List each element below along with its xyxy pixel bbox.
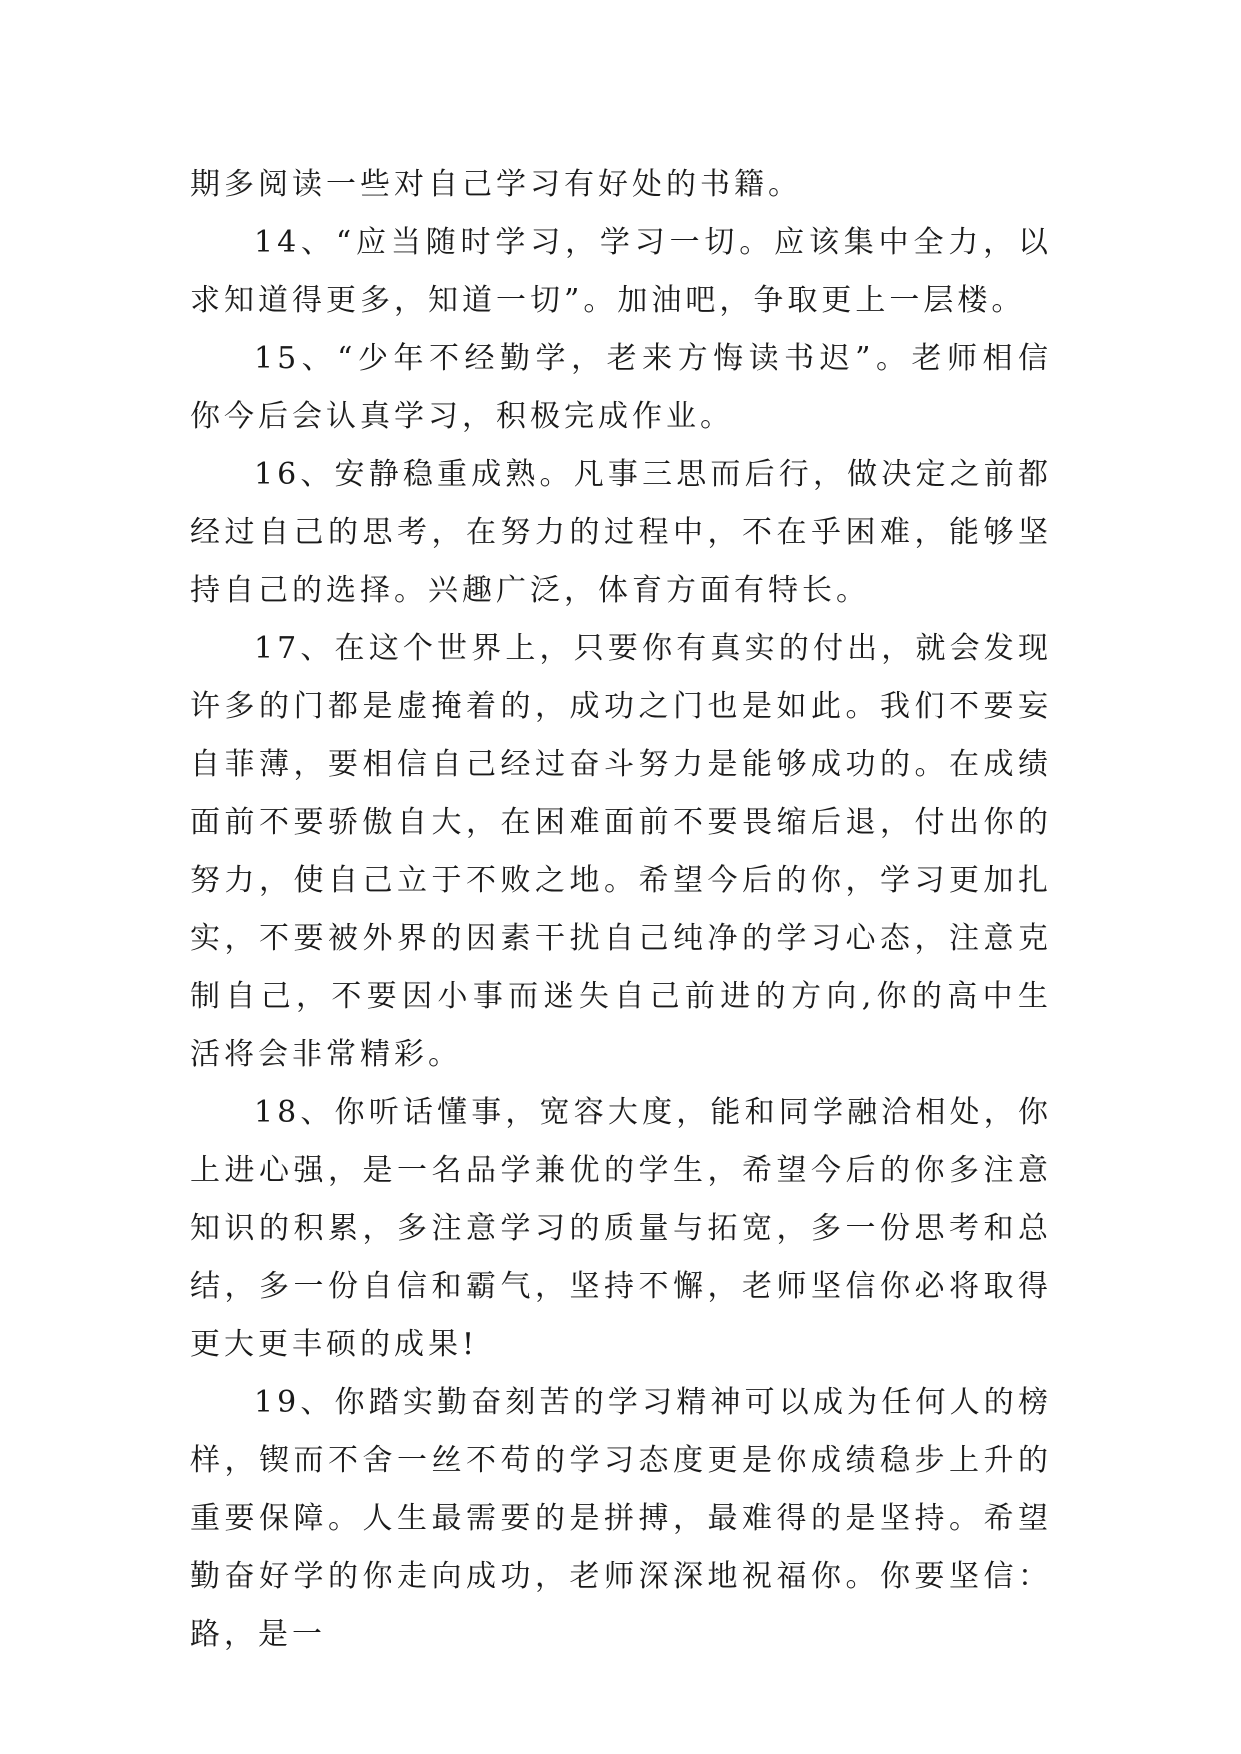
document-body: [190, 156, 1052, 1664]
paragraph-item-14: 14、“应当随时学习，学习一切。应该集中全力，以求知道得更多，知道一切”。加油吧，争取更上一层楼。: [190, 225, 1052, 318]
paragraph-item-15: 15、“少年不经勤学，老来方悔读书迟”。老师相信你今后会认真学习，积极完成作业。: [190, 341, 1052, 434]
paragraph-item-17: 17、在这个世界上，只要你有真实的付出，就会发现许多的门都是虚掩着的，成功之门也是如此。我们不要妄自菲薄，要相信自己经过奋斗努力是能够成功的。在成绩面前不要骄傲自大，在困难面前不要畏缩后退，付出你的努力，使自己立于不败之地。希望今后的你，学习更加扎实，不要被外界的因素干扰自己纯净的学习心态，注意克制自己，不要因小事而迷失自己前进的方向,你的高中生活将会非常精彩。: [190, 631, 1052, 1072]
paragraph-continuation: 期多阅读一些对自己学习有好处的书籍。: [190, 167, 802, 202]
paragraph-item-16: 16、安静稳重成熟。凡事三思而后行，做决定之前都经过自己的思考，在努力的过程中，不在乎困难，能够坚持自己的选择。兴趣广泛，体育方面有特长。: [190, 457, 1052, 608]
paragraph-item-18: 18、你听话懂事，宽容大度，能和同学融洽相处，你上进心强，是一名品学兼优的学生，希望今后的你多注意知识的积累，多注意学习的质量与拓宽，多一份思考和总结，多一份自信和霸气，坚持不懈，老师坚信你必将取得更大更丰硕的成果!: [190, 1095, 1052, 1362]
paragraph-item-19: 19、你踏实勤奋刻苦的学习精神可以成为任何人的榜样，锲而不舍一丝不苟的学习态度更是你成绩稳步上升的重要保障。人生最需要的是拼搏，最难得的是坚持。希望勤奋好学的你走向成功，老师深深地祝福你。你要坚信：路，是一: [190, 1385, 1052, 1652]
